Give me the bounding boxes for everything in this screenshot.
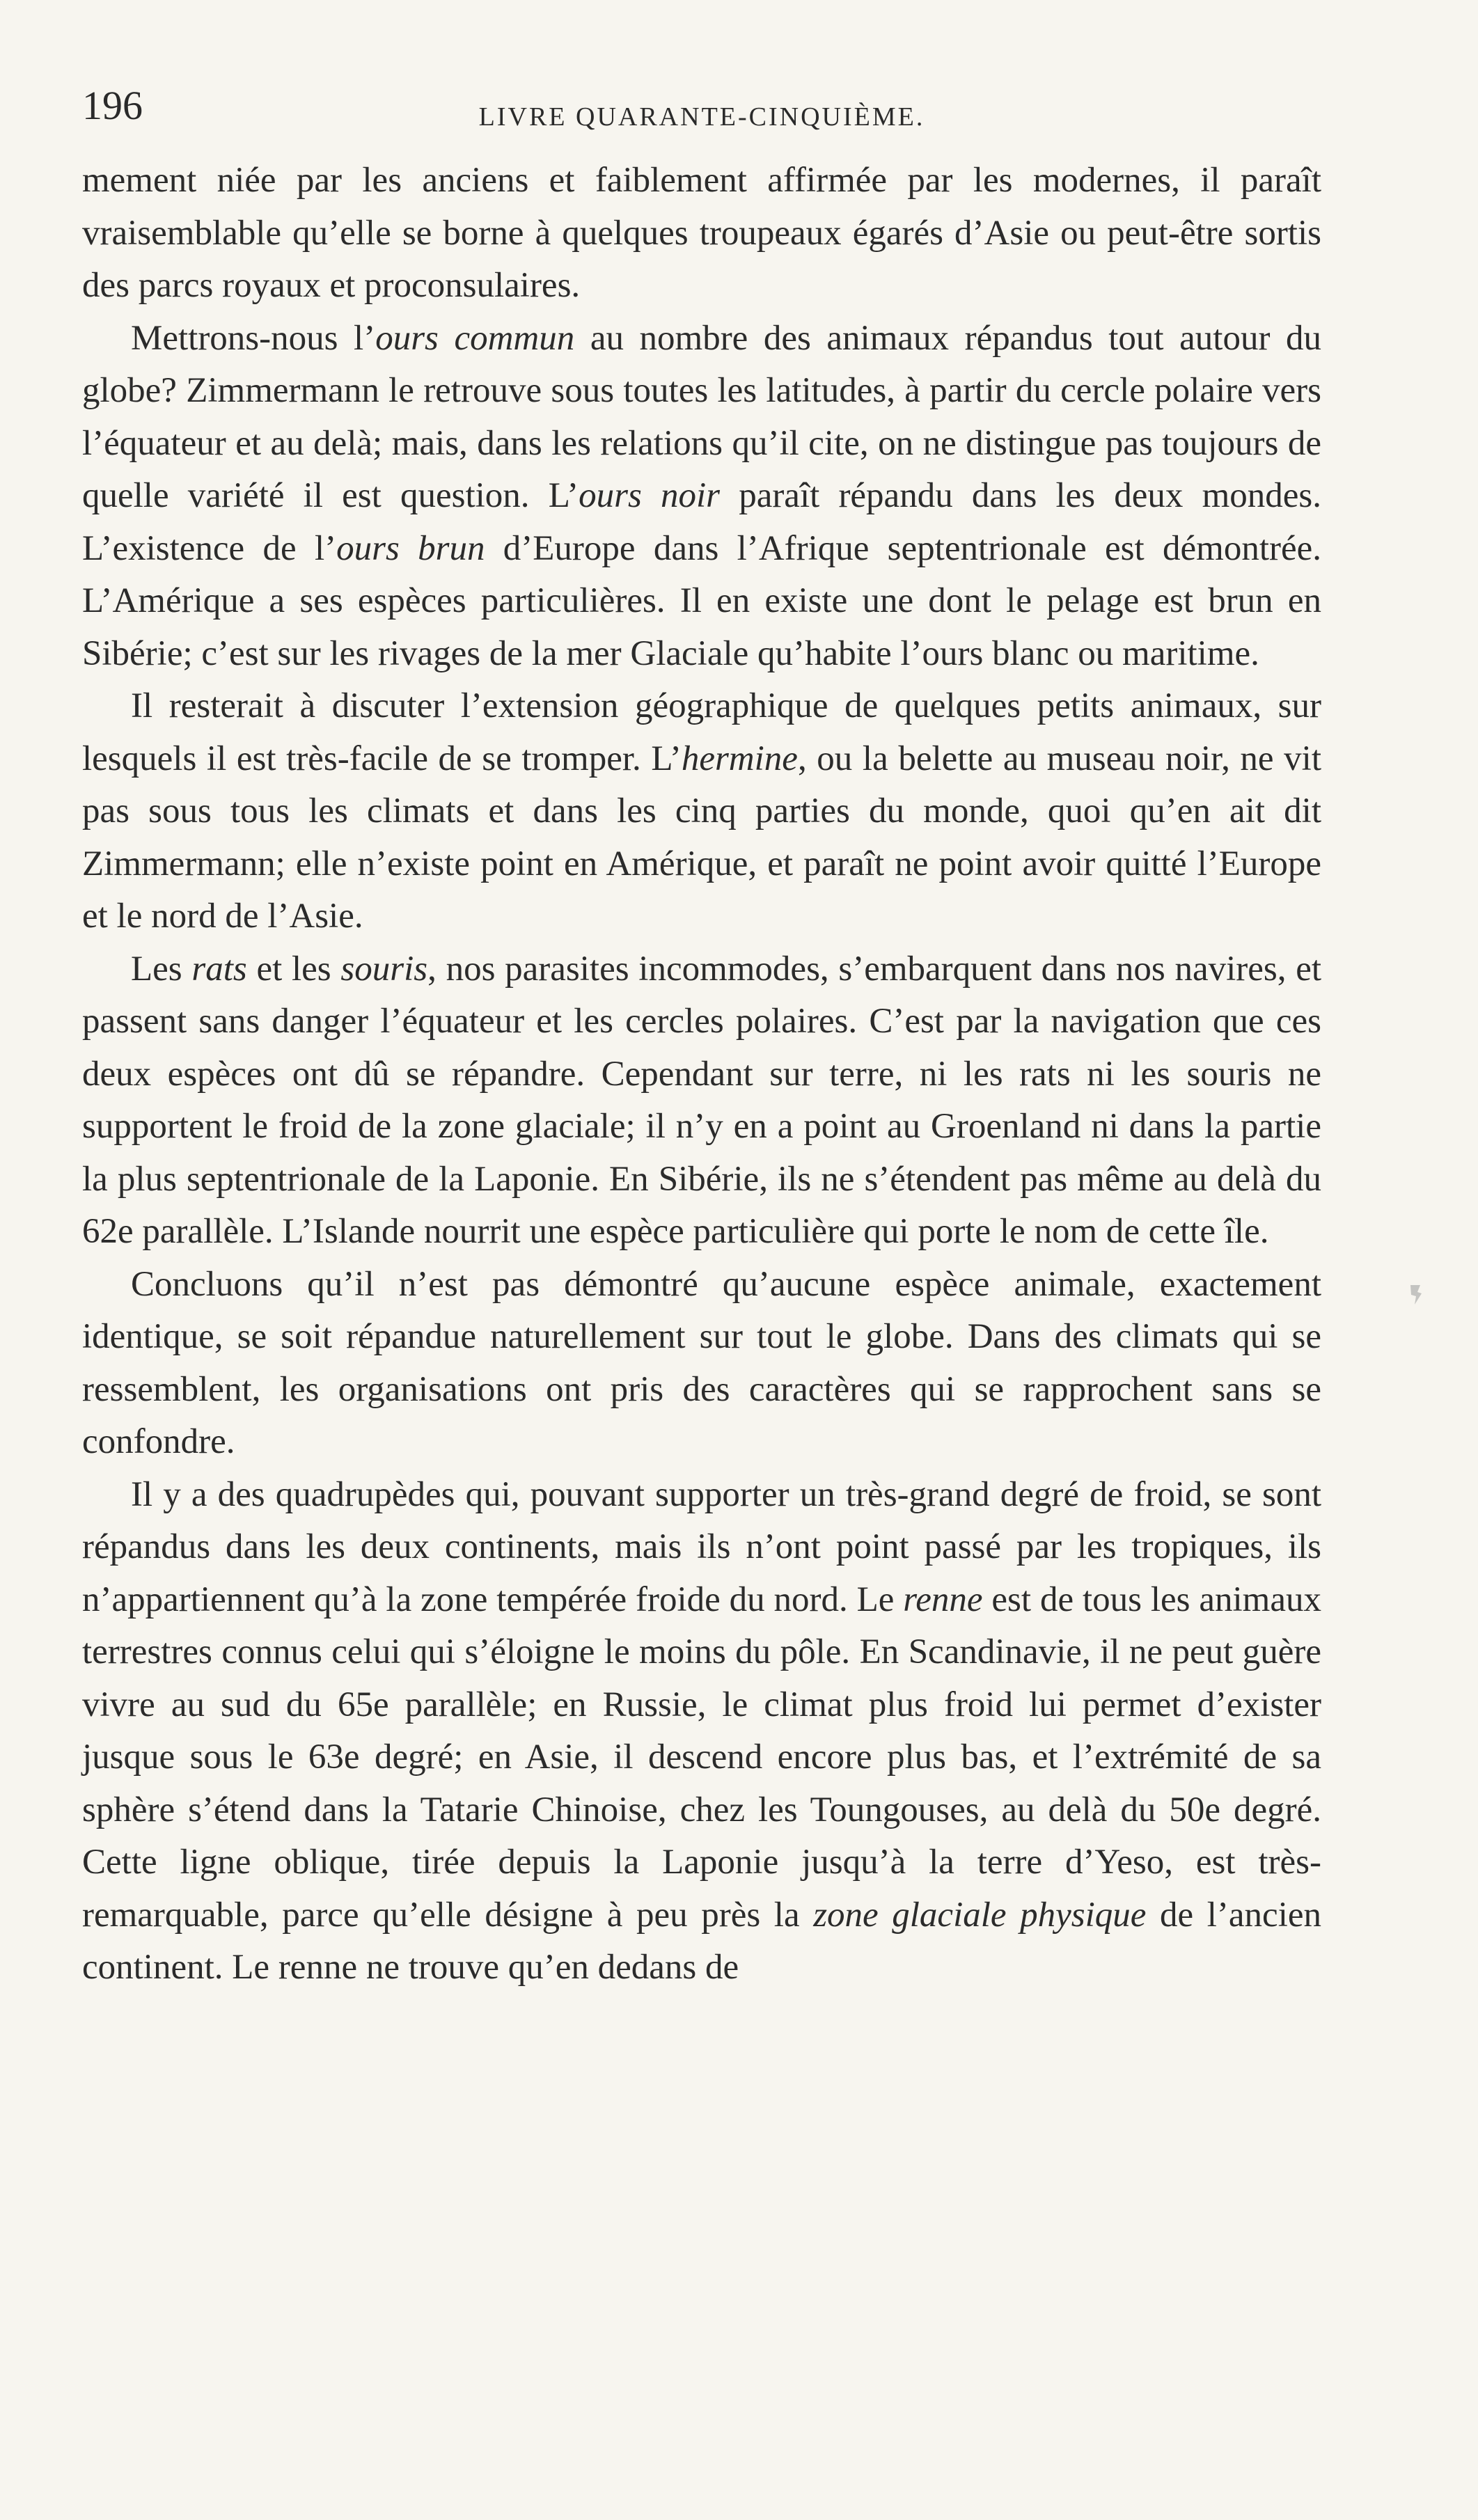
paragraph — [82, 1259, 1321, 1469]
text-run: et les — [246, 949, 341, 989]
text-run: Les — [131, 949, 192, 989]
text-run: Il resterait à discuter l’extension géographique de quelques petits animaux, sur lesquels il est très-facile de se tromper. L’ — [82, 686, 1321, 778]
text-run: d’Europe dans l’Afrique septentrionale est démontrée. L’Amérique a ses espèces particulières. Il en existe une dont le pelage est brun en Sibérie; c’est sur les rivages de la mer Glaciale qu’habite l’ours blanc ou maritime. — [82, 528, 1321, 673]
page-header — [82, 82, 1321, 145]
text-run: , ou la belette au museau noir, ne vit pas sous tous les climats et dans les cinq parties du monde, quoi qu’en ait dit Zimmermann; elle n’existe point en Amérique, et paraît ne point avoir quitté l’Europe et le nord de l’Asie. — [82, 739, 1322, 936]
italic-term: renne — [903, 1580, 983, 1619]
text-run: de l’ancien continent. Le renne ne trouve qu’en dedans de — [82, 1895, 1321, 1987]
text-run: au nombre des animaux répandus tout autour du globe? Zimmermann le retrouve sous toutes les latitudes, à partir du cercle polaire vers l’équateur et au delà; mais, dans les relations qu’il cite, on ne distingue pas toujours de quelle variété il est question. L’ — [82, 318, 1321, 515]
paragraph — [82, 1469, 1321, 1994]
italic-term: zone glaciale physique — [813, 1895, 1147, 1935]
text-run: mement niée par les anciens et faiblement affirmée par les modernes, il paraît vraisemblable qu’elle se borne à quelques troupeaux égarés d’Asie ou peut-être sortis des parcs royaux et proconsulaires. — [82, 161, 1321, 305]
italic-term: ours brun — [336, 528, 485, 568]
text-run: Concluons qu’il n’est pas démontré qu’aucune espèce animale, exactement identique, se soit répandue naturellement sur tout le globe. Dans des climats qui se ressemblent, les organisations ont pris des caractères qui se rapprochent sans se confondre. — [82, 1264, 1321, 1461]
paragraph — [82, 943, 1321, 1259]
text-run: est de tous les animaux terrestres connus celui qui s’éloigne le moins du pôle. En Scandinavie, il ne peut guère vivre au sud du 65e parallèle; en Russie, le climat plus froid lui permet d’exister jusque sous le 63e degré; en Asie, il descend encore plus bas, et l’extrémité de sa sphère s’étend dans la Tatarie Chinoise, chez les Toungouses, au delà du 50e degré. Cette ligne oblique, tirée depuis la Laponie jusqu’à la terre d’Yeso, est très-remarquable, parce qu’elle désigne à peu près la — [82, 1580, 1321, 1935]
italic-term: souris — [340, 949, 428, 989]
italic-term: ours noir — [579, 476, 721, 515]
paragraph — [82, 155, 1321, 313]
italic-term: rats — [191, 949, 247, 989]
margin-mark-icon — [1405, 1281, 1426, 1309]
text-run: , nos parasites incommodes, s’embarquent dans nos navires, et passent sans danger l’équateur et les cercles polaires. C’est par la navigation que ces deux espèces ont dû se répandre. Cependant sur terre, ni les rats ni les souris ne supportent le froid de la zone glaciale; il n’y en a point au Groenland ni dans la partie la plus septentrionale de la Laponie. En Sibérie, ils ne s’étendent pas même au delà du 62e parallèle. L’Islande nourrit une espèce particulière qui porte le nom de cette île. — [82, 949, 1321, 1251]
body-text — [82, 155, 1321, 1994]
page-number: 196 — [82, 83, 143, 128]
italic-term: hermine — [681, 739, 798, 778]
running-head: LIVRE QUARANTE-CINQUIÈME. — [478, 102, 925, 132]
text-run: Il y a des quadrupèdes qui, pouvant supporter un très-grand degré de froid, se sont répandus dans les deux continents, mais ils n’ont point passé par les tropiques, ils n’appartiennent qu’à la zone tempérée froide du nord. Le — [82, 1474, 1321, 1619]
italic-term: ours commun — [375, 318, 575, 358]
paragraph — [82, 680, 1321, 943]
text-run: paraît répandu dans les deux mondes. L’existence de l’ — [82, 476, 1321, 568]
text-run: Mettrons-nous l’ — [131, 318, 376, 358]
paragraph — [82, 313, 1321, 681]
